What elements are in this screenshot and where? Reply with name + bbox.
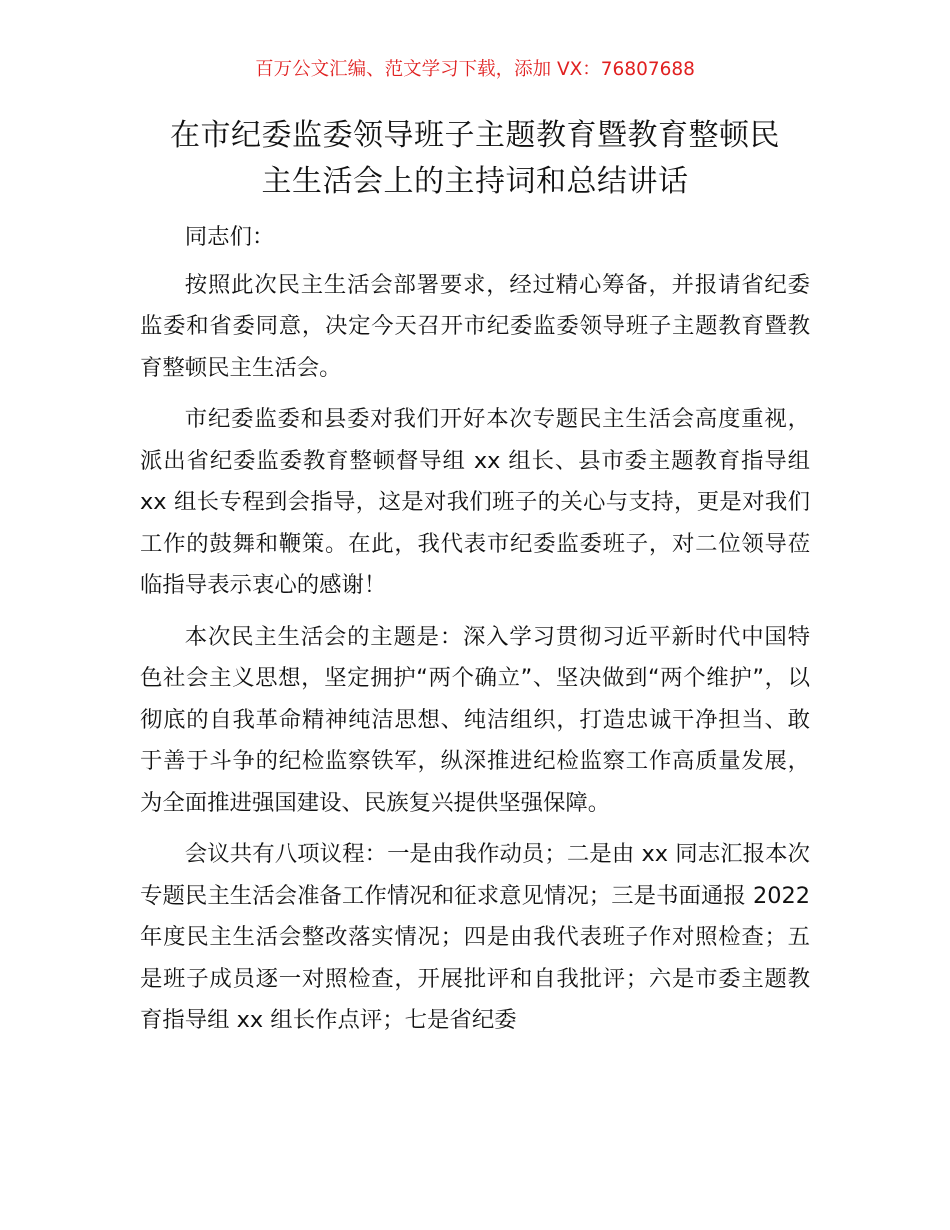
paragraph-meeting-agenda: 会议共有八项议程：一是由我作动员；二是由 xx 同志汇报本次专题民主生活会准备工作情况和征求意见情况；三是书面通报 2022 年度民主生活会整改落实情况；四是由我代表班子作对照检查；五是班子成员逐一对照检查，开展批评和自我批评；六是市委主题教育指导组 xx 组长作点评；七是省纪委	[140, 841, 810, 1033]
paragraph-meeting-theme: 本次民主生活会的主题是：深入学习贯彻习近平新时代中国特色社会主义思想，坚定拥护“两个确立”、坚决做到“两个维护”，以彻底的自我革命精神纯洁思想、纯洁组织，打造忠诚干净担当、敢于善于斗争的纪检监察铁军，纵深推进纪检监察工作高质量发展，为全面推进强国建设、民族复兴提供坚强保障。	[140, 623, 810, 816]
document-title	[140, 113, 810, 205]
document-title-line-2: 主生活会上的主持词和总结讲话	[261, 164, 689, 199]
document-title-line-1: 在市纪委监委领导班子主题教育暨教育整顿民	[170, 118, 780, 153]
document-body	[140, 217, 810, 1052]
paragraph-thanks-to-leaders: 市纪委监委和县委对我们开好本次专题民主生活会高度重视，派出省纪委监委教育整顿督导组 xx 组长、县市委主题教育指导组 xx 组长专程到会指导，这是对我们班子的关心与支持，更是对我们工作的鼓舞和鞭策。在此，我代表市纪委监委班子，对二位领导莅临指导表示衷心的感谢！	[140, 406, 810, 598]
paragraph-meeting-approval: 按照此次民主生活会部署要求，经过精心筹备，并报请省纪委监委和省委同意，决定今天召开市纪委监委领导班子主题教育暨教育整顿民主生活会。	[140, 271, 810, 381]
salutation: 同志们：	[184, 224, 275, 250]
watermark-header: 百万公文汇编、范文学习下载，添加 VX：76807688	[255, 59, 695, 80]
